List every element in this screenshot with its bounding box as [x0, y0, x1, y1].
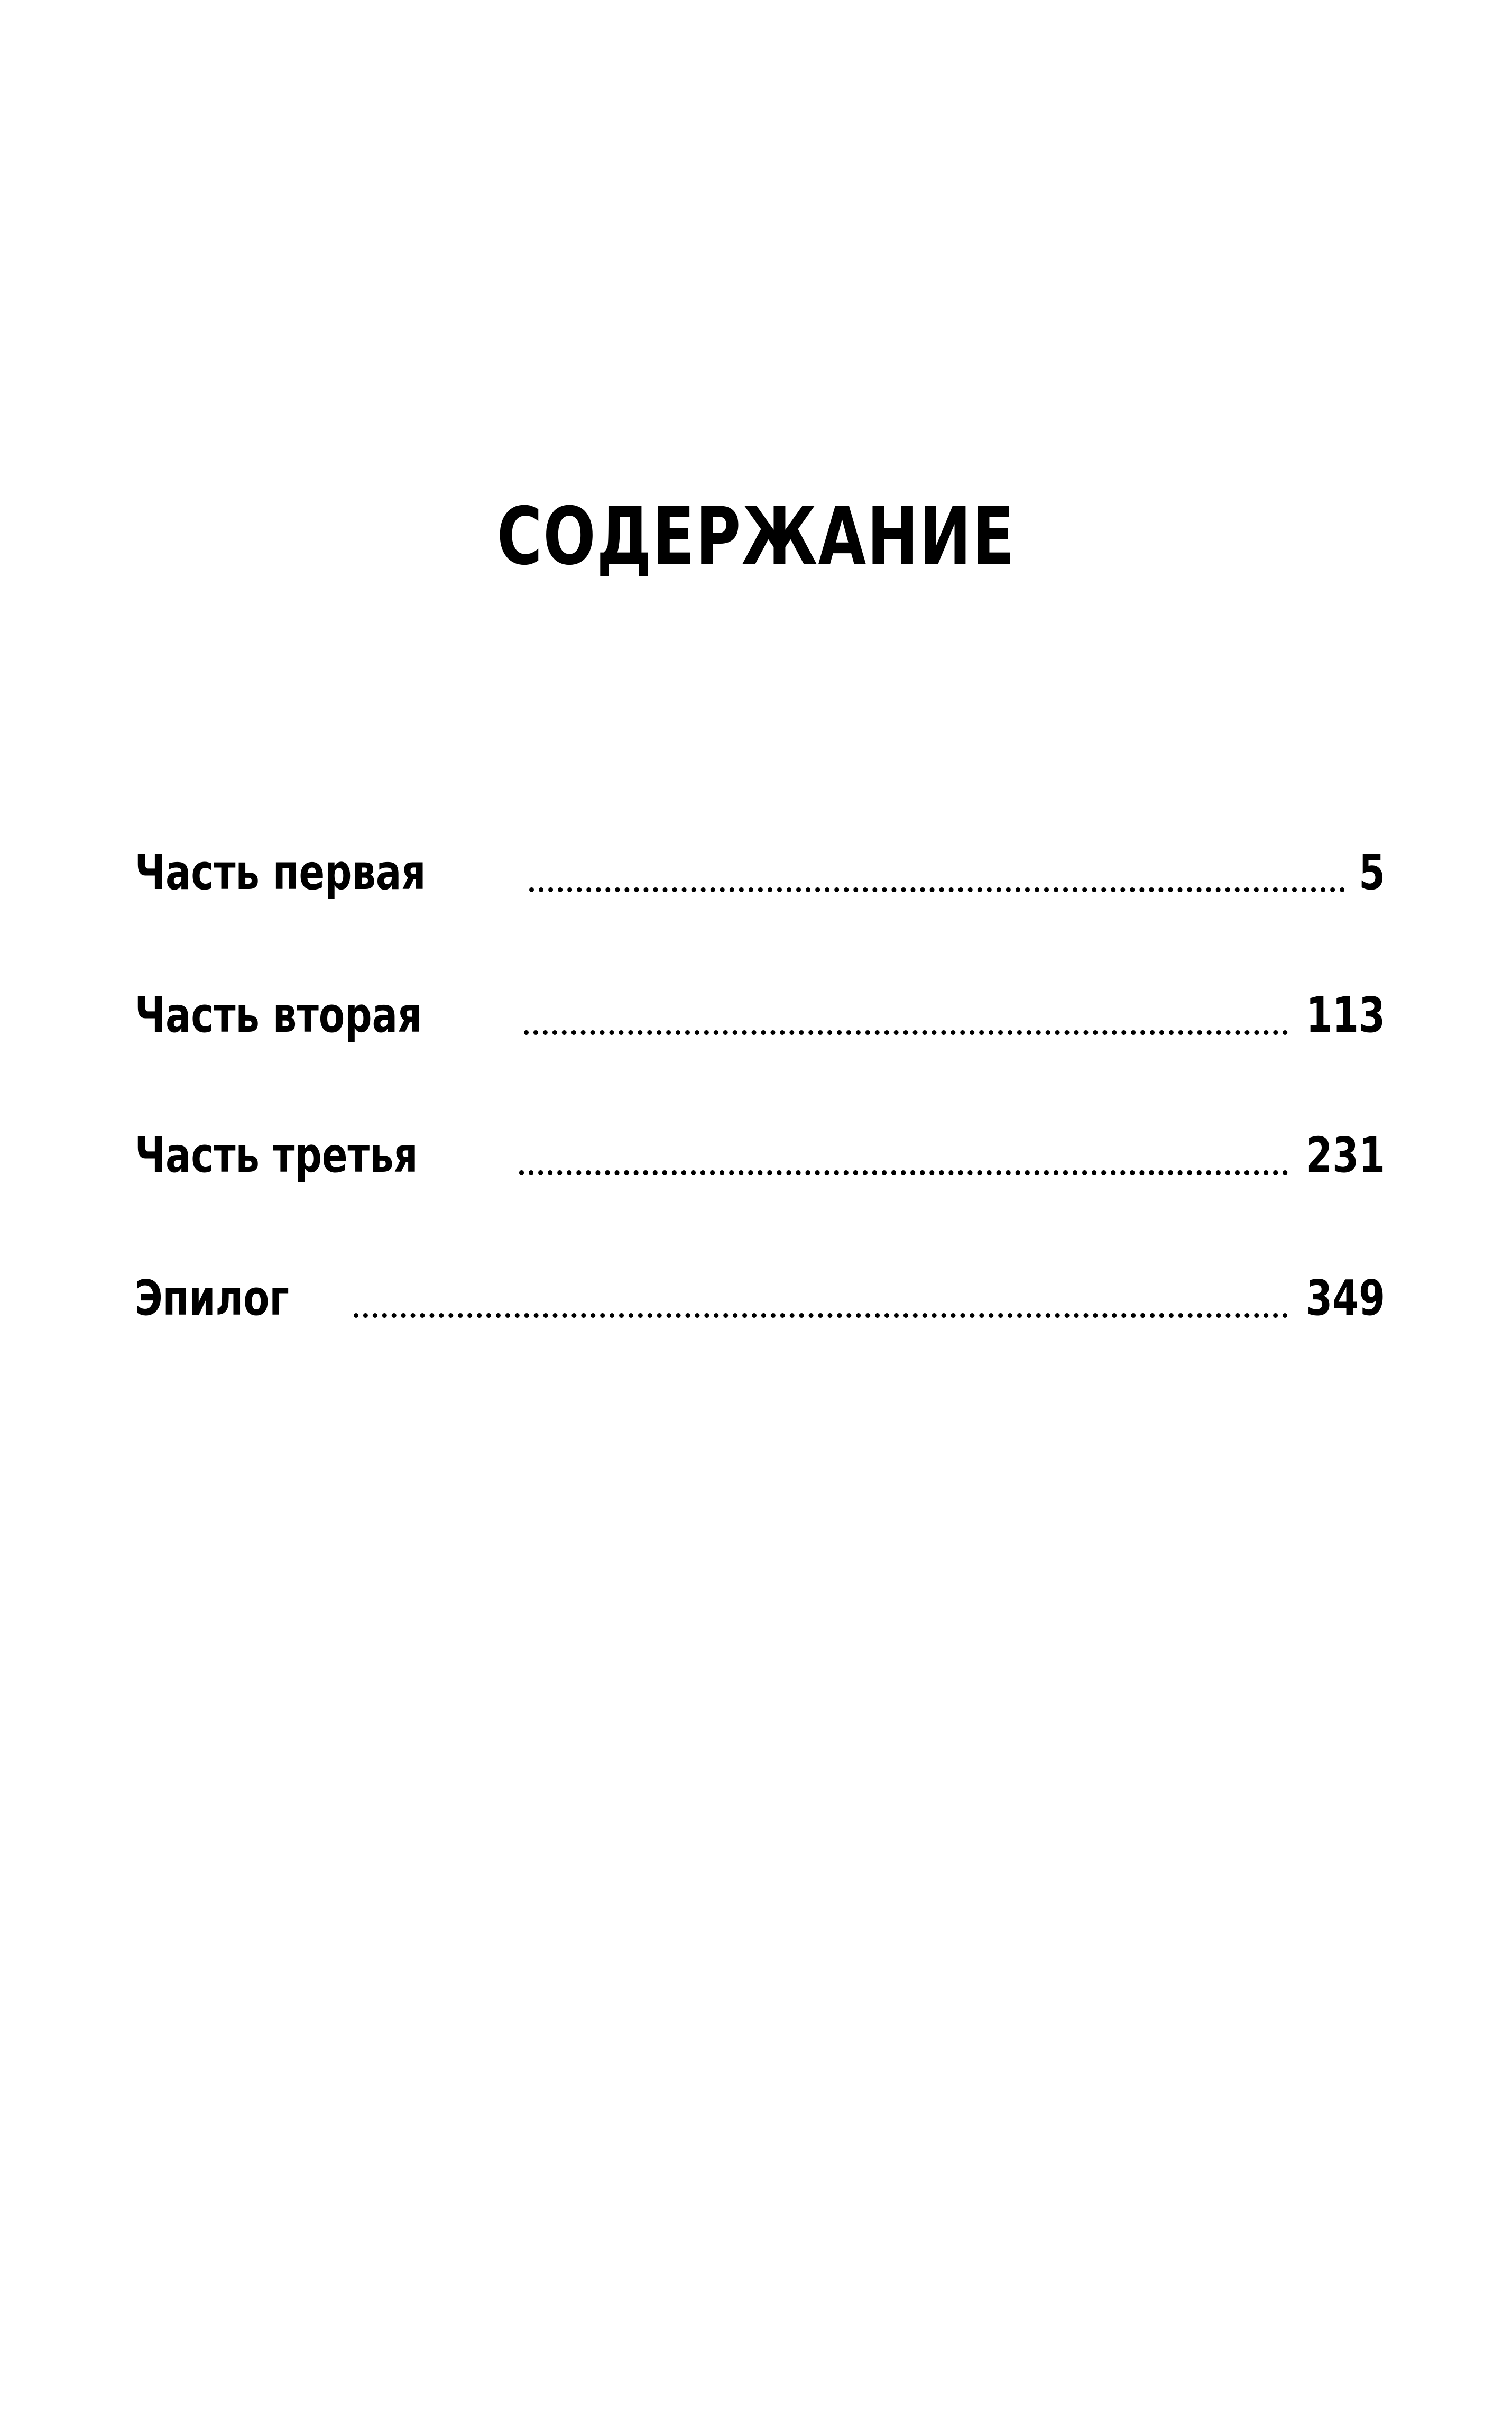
toc-entry-label: Часть третья	[135, 1127, 418, 1184]
toc-entry-label: Часть вторая	[135, 987, 422, 1043]
toc-entry-page-number: 113	[1306, 987, 1385, 1043]
toc-entry-label: Часть первая	[135, 844, 426, 901]
toc-entry-label: Эпилог	[135, 1270, 289, 1326]
toc-entry-page-number: 349	[1306, 1270, 1385, 1326]
dot-leader	[519, 1170, 1288, 1175]
toc-entry-part-two[interactable]	[135, 970, 1385, 1044]
toc-entry-part-three[interactable]	[135, 1111, 1385, 1185]
toc-entry-page-number: 5	[1359, 844, 1385, 901]
dot-leader	[354, 1313, 1288, 1318]
dot-leader	[529, 887, 1345, 892]
toc-entry-page-number: 231	[1306, 1127, 1385, 1184]
toc-entry-epilogue[interactable]	[135, 1253, 1385, 1327]
toc-entry-part-one[interactable]	[135, 828, 1385, 902]
dot-leader	[524, 1030, 1288, 1035]
page-title: СОДЕРЖАНИЕ	[496, 491, 1016, 583]
